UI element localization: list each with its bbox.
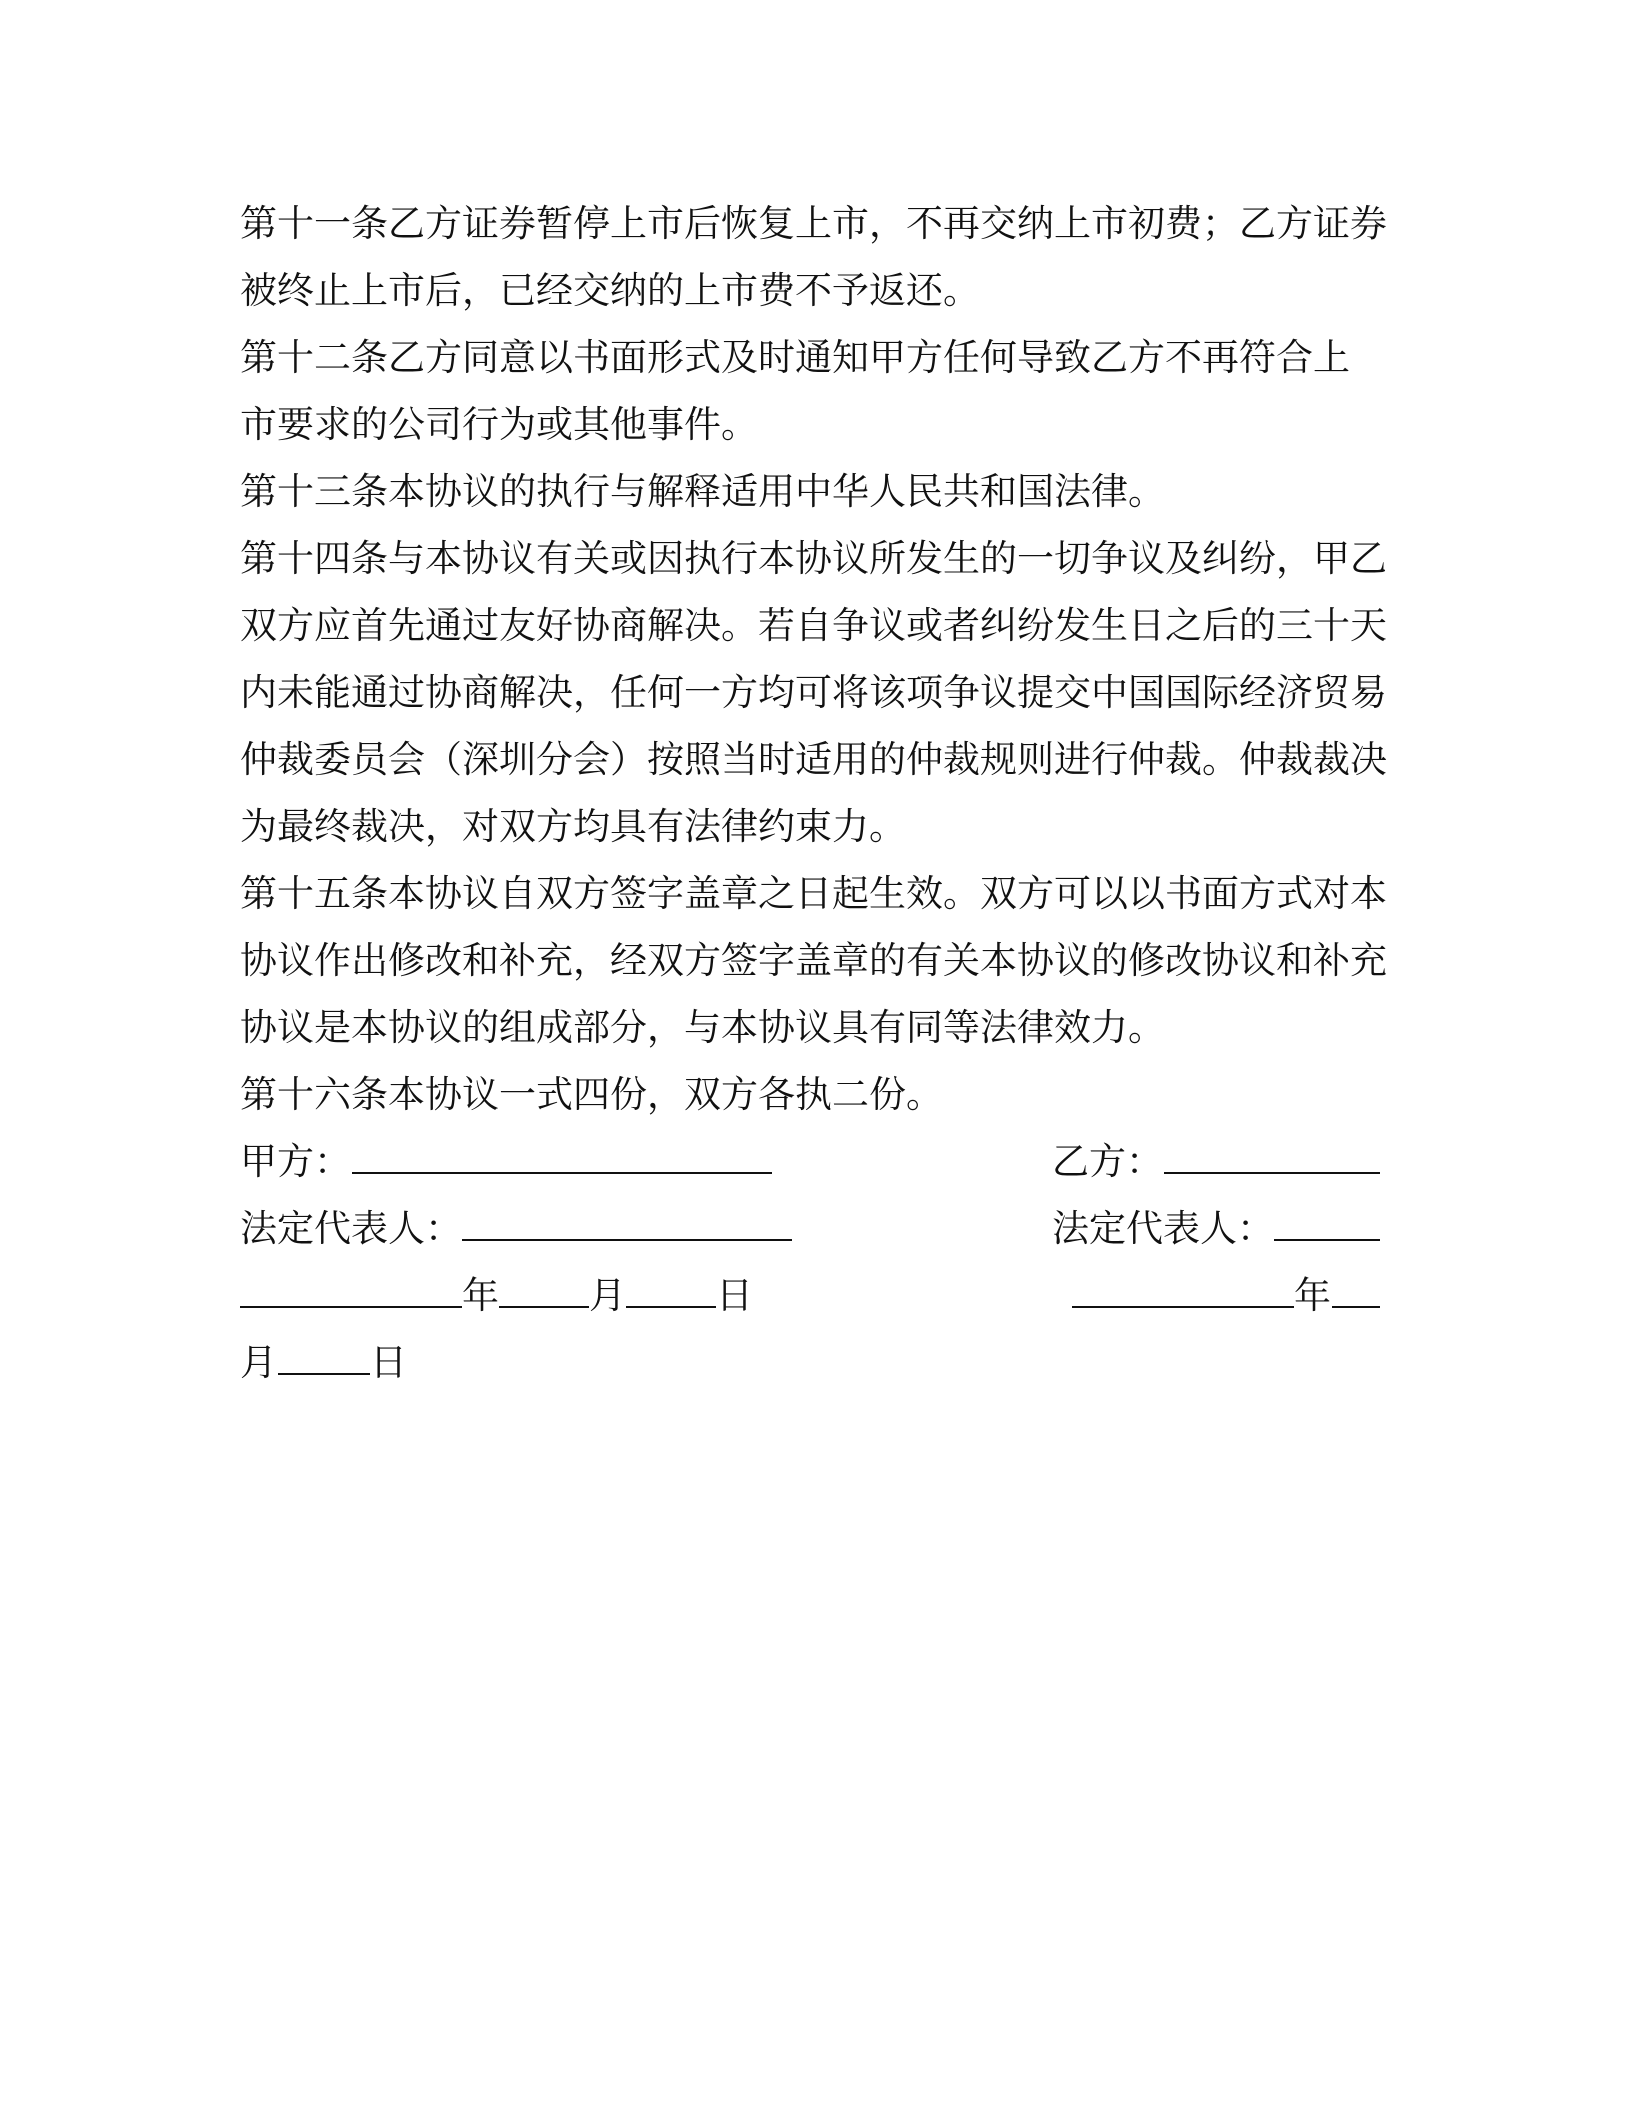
text-line: 被终止上市后，已经交纳的上市费不予返还。: [240, 269, 980, 312]
text-line: 市要求的公司行为或其他事件。: [240, 403, 758, 446]
text-line: 为最终裁决，对双方均具有法律约束力。: [240, 805, 906, 848]
text-line: 协议作出修改和补充，经双方签字盖章的有关本协议的修改协议和补充: [240, 939, 1387, 982]
signature-date-row: [240, 1262, 1380, 1329]
party-b-month-label: 月: [240, 1341, 277, 1384]
party-a-month-label: 月: [589, 1274, 626, 1317]
rep-b-label: 法定代表人：: [1052, 1207, 1274, 1250]
text-line: 协议是本协议的组成部分，与本协议具有同等法律效力。: [240, 1006, 1165, 1049]
rep-a-signature-line: [462, 1195, 792, 1241]
party-b-year-blank: [1072, 1262, 1294, 1308]
text-line: 第十四条与本协议有关或因执行本协议所发生的一切争议及纠纷，甲乙: [240, 537, 1387, 580]
signature-representative-row: [240, 1195, 1380, 1262]
text-line: 第十二条乙方同意以书面形式及时通知甲方任何导致乙方不再符合上: [240, 336, 1350, 379]
party-a-label: 甲方：: [240, 1140, 351, 1183]
text-line: 第十三条本协议的执行与解释适用中华人民共和国法律。: [240, 470, 1165, 513]
text-line: 第十五条本协议自双方签字盖章之日起生效。双方可以以书面方式对本: [240, 872, 1387, 915]
signature-date-continuation-row: [240, 1329, 1380, 1396]
document-body: [240, 190, 1387, 1396]
party-a-signature-line: [352, 1128, 772, 1174]
rep-a-label: 法定代表人：: [240, 1207, 462, 1250]
text-line: 仲裁委员会（深圳分会）按照当时适用的仲裁规则进行仲裁。仲裁裁决: [240, 738, 1387, 781]
party-a-year-label: 年: [462, 1274, 499, 1317]
party-b-day-blank: [278, 1329, 370, 1375]
party-b-signature-line: [1164, 1128, 1380, 1174]
party-a-year-blank: [240, 1262, 462, 1308]
party-b-year-label: 年: [1294, 1274, 1331, 1317]
text-line: 双方应首先通过友好协商解决。若自争议或者纠纷发生日之后的三十天: [240, 604, 1387, 647]
party-b-label: 乙方：: [1052, 1140, 1163, 1183]
rep-b-signature-line: [1274, 1195, 1380, 1241]
party-a-day-label: 日: [716, 1274, 753, 1317]
party-b-month-blank: [1332, 1262, 1380, 1308]
signature-party-row: [240, 1128, 1380, 1195]
text-line: 内未能通过协商解决，任何一方均可将该项争议提交中国国际经济贸易: [240, 671, 1387, 714]
text-line: 第十六条本协议一式四份，双方各执二份。: [240, 1073, 943, 1116]
party-a-month-blank: [499, 1262, 589, 1308]
text-line: 第十一条乙方证券暂停上市后恢复上市，不再交纳上市初费；乙方证券: [240, 202, 1387, 245]
party-b-day-label: 日: [370, 1341, 407, 1384]
party-a-day-blank: [626, 1262, 716, 1308]
